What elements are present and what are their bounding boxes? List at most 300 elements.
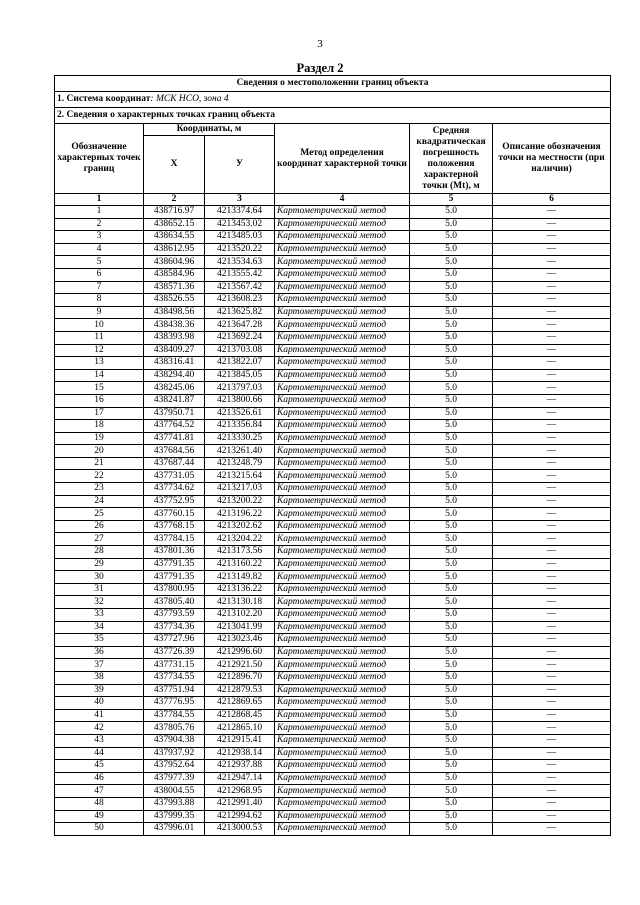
point-description: — [493, 357, 611, 370]
method: Картометрический метод [275, 445, 410, 458]
coord-x: 437687.44 [144, 457, 205, 470]
coord-x: 437760.15 [144, 508, 205, 521]
table-row [55, 571, 611, 584]
coord-x: 437752.95 [144, 495, 205, 508]
point-number: 26 [55, 520, 144, 533]
method: Картометрический метод [275, 432, 410, 445]
method: Картометрический метод [275, 268, 410, 281]
coord-x: 438245.06 [144, 382, 205, 395]
coord-y: 4213041.99 [205, 621, 275, 634]
point-number: 4 [55, 243, 144, 256]
table-row [55, 243, 611, 256]
coord-y: 4213374.64 [205, 206, 275, 219]
method: Картометрический метод [275, 520, 410, 533]
position-error: 5.0 [410, 394, 493, 407]
point-description: — [493, 319, 611, 332]
coord-y: 4213215.64 [205, 470, 275, 483]
point-description: — [493, 331, 611, 344]
point-number: 43 [55, 734, 144, 747]
position-error: 5.0 [410, 734, 493, 747]
coord-y: 4213330.25 [205, 432, 275, 445]
method: Картометрический метод [275, 483, 410, 496]
point-description: — [493, 407, 611, 420]
point-number: 15 [55, 382, 144, 395]
coord-x: 437793.59 [144, 609, 205, 622]
point-description: — [493, 533, 611, 546]
point-description: — [493, 508, 611, 521]
point-number: 42 [55, 722, 144, 735]
position-error: 5.0 [410, 646, 493, 659]
coord-y: 4212937.88 [205, 760, 275, 773]
point-description: — [493, 483, 611, 496]
coord-y: 4213160.22 [205, 558, 275, 571]
point-number: 1 [55, 206, 144, 219]
coord-y: 4213204.22 [205, 533, 275, 546]
table-row [55, 810, 611, 823]
point-description: — [493, 772, 611, 785]
point-number: 47 [55, 785, 144, 798]
point-number: 7 [55, 281, 144, 294]
coord-x: 437764.52 [144, 420, 205, 433]
section-title: Раздел 2 [296, 61, 344, 75]
coord-x: 438316.41 [144, 357, 205, 370]
coord-y: 4213608.23 [205, 294, 275, 307]
position-error: 5.0 [410, 306, 493, 319]
position-error: 5.0 [410, 760, 493, 773]
coord-y: 4213173.56 [205, 546, 275, 559]
column-number: 3 [205, 194, 275, 206]
coord-x: 438294.40 [144, 369, 205, 382]
point-description: — [493, 646, 611, 659]
table-row [55, 823, 611, 836]
point-number: 29 [55, 558, 144, 571]
position-error: 5.0 [410, 634, 493, 647]
table-row [55, 407, 611, 420]
table-row [55, 772, 611, 785]
point-description: — [493, 394, 611, 407]
page-number: 3 [317, 38, 323, 50]
coord-x: 437741.81 [144, 432, 205, 445]
method: Картометрический метод [275, 294, 410, 307]
coord-system-label: 1. Система координат [57, 94, 151, 104]
method: Картометрический метод [275, 823, 410, 836]
table-row [55, 785, 611, 798]
point-number: 37 [55, 659, 144, 672]
position-error: 5.0 [410, 558, 493, 571]
position-error: 5.0 [410, 609, 493, 622]
header-description: Описание обозначения точки на местности (при наличии) [493, 124, 611, 194]
point-description: — [493, 382, 611, 395]
coord-x: 437731.15 [144, 659, 205, 672]
coord-y: 4212896.70 [205, 671, 275, 684]
coord-x: 438004.55 [144, 785, 205, 798]
point-number: 39 [55, 684, 144, 697]
point-number: 48 [55, 797, 144, 810]
point-number: 27 [55, 533, 144, 546]
method: Картометрический метод [275, 457, 410, 470]
point-description: — [493, 797, 611, 810]
position-error: 5.0 [410, 785, 493, 798]
method: Картометрический метод [275, 621, 410, 634]
point-description: — [493, 810, 611, 823]
table-row [55, 558, 611, 571]
method: Картометрический метод [275, 671, 410, 684]
position-error: 5.0 [410, 546, 493, 559]
table-row [55, 709, 611, 722]
point-description: — [493, 823, 611, 836]
method: Картометрический метод [275, 571, 410, 584]
point-description: — [493, 206, 611, 219]
table-row [55, 495, 611, 508]
position-error: 5.0 [410, 596, 493, 609]
coord-x: 437734.62 [144, 483, 205, 496]
coord-y: 4212968.95 [205, 785, 275, 798]
method: Картометрический метод [275, 382, 410, 395]
method: Картометрический метод [275, 306, 410, 319]
point-number: 34 [55, 621, 144, 634]
coord-y: 4212879.53 [205, 684, 275, 697]
position-error: 5.0 [410, 621, 493, 634]
position-error: 5.0 [410, 810, 493, 823]
point-number: 6 [55, 268, 144, 281]
coord-x: 437805.40 [144, 596, 205, 609]
point-number: 11 [55, 331, 144, 344]
method: Картометрический метод [275, 495, 410, 508]
method: Картометрический метод [275, 420, 410, 433]
table-row [55, 734, 611, 747]
coord-x: 437805.76 [144, 722, 205, 735]
position-error: 5.0 [410, 281, 493, 294]
method: Картометрический метод [275, 281, 410, 294]
header-method: Метод определения координат характерной точки [275, 124, 410, 194]
coord-y: 4213102.20 [205, 609, 275, 622]
point-number: 22 [55, 470, 144, 483]
coord-y: 4213625.82 [205, 306, 275, 319]
coord-y: 4212869.65 [205, 697, 275, 710]
table-row [55, 671, 611, 684]
table-row [55, 747, 611, 760]
coord-x: 438612.95 [144, 243, 205, 256]
position-error: 5.0 [410, 533, 493, 546]
method: Картометрический метод [275, 508, 410, 521]
coord-y: 4212996.60 [205, 646, 275, 659]
point-number: 38 [55, 671, 144, 684]
table-row [55, 483, 611, 496]
coord-x: 437784.15 [144, 533, 205, 546]
point-description: — [493, 722, 611, 735]
point-number: 50 [55, 823, 144, 836]
coord-y: 4213845.05 [205, 369, 275, 382]
coord-x: 438409.27 [144, 344, 205, 357]
table-row [55, 621, 611, 634]
method: Картометрический метод [275, 747, 410, 760]
method: Картометрический метод [275, 634, 410, 647]
point-number: 17 [55, 407, 144, 420]
table-row [55, 319, 611, 332]
coord-y: 4213567.42 [205, 281, 275, 294]
position-error: 5.0 [410, 382, 493, 395]
coord-x: 438241.87 [144, 394, 205, 407]
coord-x: 437791.35 [144, 558, 205, 571]
coord-x: 438604.96 [144, 256, 205, 269]
point-description: — [493, 785, 611, 798]
column-number: 4 [275, 194, 410, 206]
coord-system-row [55, 92, 611, 108]
position-error: 5.0 [410, 823, 493, 836]
coord-y: 4213217.03 [205, 483, 275, 496]
point-number: 28 [55, 546, 144, 559]
position-error: 5.0 [410, 319, 493, 332]
point-description: — [493, 671, 611, 684]
method: Картометрический метод [275, 206, 410, 219]
coord-y: 4213248.79 [205, 457, 275, 470]
header-x: X [144, 136, 205, 194]
coord-x: 437734.55 [144, 671, 205, 684]
point-description: — [493, 659, 611, 672]
coord-y: 4213196.22 [205, 508, 275, 521]
coord-y: 4212991.40 [205, 797, 275, 810]
table-row [55, 357, 611, 370]
position-error: 5.0 [410, 671, 493, 684]
point-description: — [493, 697, 611, 710]
point-number: 19 [55, 432, 144, 445]
table-row [55, 268, 611, 281]
point-description: — [493, 256, 611, 269]
point-description: — [493, 470, 611, 483]
coord-x: 437996.01 [144, 823, 205, 836]
method: Картометрический метод [275, 231, 410, 244]
table-row [55, 445, 611, 458]
points-section-label: 2. Сведения о характерных точках границ объекта [55, 108, 611, 124]
table-row [55, 394, 611, 407]
coord-y: 4213703.08 [205, 344, 275, 357]
point-description: — [493, 420, 611, 433]
position-error: 5.0 [410, 268, 493, 281]
table-row [55, 306, 611, 319]
point-number: 2 [55, 218, 144, 231]
coord-x: 438393.98 [144, 331, 205, 344]
position-error: 5.0 [410, 483, 493, 496]
position-error: 5.0 [410, 420, 493, 433]
point-number: 20 [55, 445, 144, 458]
position-error: 5.0 [410, 218, 493, 231]
coord-y: 4213130.18 [205, 596, 275, 609]
position-error: 5.0 [410, 697, 493, 710]
coord-x: 438526.55 [144, 294, 205, 307]
table-row [55, 722, 611, 735]
table-title: Сведения о местоположении границ объекта [55, 76, 611, 92]
coord-y: 4213136.22 [205, 583, 275, 596]
method: Картометрический метод [275, 722, 410, 735]
table-row [55, 457, 611, 470]
coord-x: 437791.35 [144, 571, 205, 584]
column-number: 1 [55, 194, 144, 206]
point-description: — [493, 634, 611, 647]
point-number: 25 [55, 508, 144, 521]
coord-y: 4212865.10 [205, 722, 275, 735]
method: Картометрический метод [275, 344, 410, 357]
point-description: — [493, 306, 611, 319]
method: Картометрический метод [275, 659, 410, 672]
coord-y: 4213485.03 [205, 231, 275, 244]
point-number: 33 [55, 609, 144, 622]
coord-y: 4213647.28 [205, 319, 275, 332]
method: Картометрический метод [275, 772, 410, 785]
method: Картометрический метод [275, 533, 410, 546]
method: Картометрический метод [275, 357, 410, 370]
column-number: 5 [410, 194, 493, 206]
point-description: — [493, 495, 611, 508]
point-number: 14 [55, 369, 144, 382]
coord-x: 438652.15 [144, 218, 205, 231]
method: Картометрический метод [275, 596, 410, 609]
position-error: 5.0 [410, 520, 493, 533]
point-number: 16 [55, 394, 144, 407]
coord-y: 4212915.41 [205, 734, 275, 747]
table-row [55, 369, 611, 382]
position-error: 5.0 [410, 495, 493, 508]
method: Картометрический метод [275, 697, 410, 710]
method: Картометрический метод [275, 470, 410, 483]
position-error: 5.0 [410, 256, 493, 269]
method: Картометрический метод [275, 243, 410, 256]
header-error: Средняя квадратическая погрешность положения характерной точки (Mt), м [410, 124, 493, 194]
coord-x: 437684.56 [144, 445, 205, 458]
point-description: — [493, 281, 611, 294]
table-row [55, 583, 611, 596]
table-row [55, 281, 611, 294]
point-number: 46 [55, 772, 144, 785]
coord-x: 437751.94 [144, 684, 205, 697]
table-row [55, 420, 611, 433]
table-row [55, 432, 611, 445]
column-number: 6 [493, 194, 611, 206]
coord-y: 4213261.40 [205, 445, 275, 458]
point-number: 21 [55, 457, 144, 470]
coord-x: 438716.97 [144, 206, 205, 219]
point-number: 18 [55, 420, 144, 433]
position-error: 5.0 [410, 369, 493, 382]
point-number: 12 [55, 344, 144, 357]
point-description: — [493, 760, 611, 773]
table-row [55, 218, 611, 231]
coord-y: 4213453.02 [205, 218, 275, 231]
coord-y: 4213822.07 [205, 357, 275, 370]
method: Картометрический метод [275, 797, 410, 810]
table-row [55, 646, 611, 659]
coord-y: 4213692.24 [205, 331, 275, 344]
position-error: 5.0 [410, 344, 493, 357]
header-designation: Обозначение характерных точек границ [55, 124, 144, 194]
position-error: 5.0 [410, 684, 493, 697]
point-description: — [493, 344, 611, 357]
coord-y: 4212947.14 [205, 772, 275, 785]
method: Картометрический метод [275, 760, 410, 773]
table-row [55, 533, 611, 546]
point-description: — [493, 268, 611, 281]
coord-y: 4212994.62 [205, 810, 275, 823]
coord-y: 4213800.66 [205, 394, 275, 407]
point-description: — [493, 520, 611, 533]
table-row [55, 697, 611, 710]
method: Картометрический метод [275, 709, 410, 722]
point-number: 23 [55, 483, 144, 496]
point-description: — [493, 558, 611, 571]
coord-y: 4213520.22 [205, 243, 275, 256]
table-row [55, 331, 611, 344]
position-error: 5.0 [410, 294, 493, 307]
method: Картометрический метод [275, 319, 410, 332]
coord-x: 438498.56 [144, 306, 205, 319]
method: Картометрический метод [275, 369, 410, 382]
position-error: 5.0 [410, 470, 493, 483]
point-description: — [493, 571, 611, 584]
position-error: 5.0 [410, 571, 493, 584]
table-row [55, 206, 611, 219]
point-description: — [493, 218, 611, 231]
coord-y: 4212868.45 [205, 709, 275, 722]
point-description: — [493, 432, 611, 445]
point-description: — [493, 457, 611, 470]
point-number: 31 [55, 583, 144, 596]
coord-x: 437776.95 [144, 697, 205, 710]
table-row [55, 382, 611, 395]
point-description: — [493, 369, 611, 382]
column-numbers-row [55, 194, 611, 206]
point-number: 8 [55, 294, 144, 307]
coord-y: 4212921.50 [205, 659, 275, 672]
table-row [55, 659, 611, 672]
table-row [55, 470, 611, 483]
point-description: — [493, 583, 611, 596]
coord-y: 4213023.46 [205, 634, 275, 647]
point-description: — [493, 243, 611, 256]
point-number: 40 [55, 697, 144, 710]
position-error: 5.0 [410, 445, 493, 458]
method: Картометрический метод [275, 546, 410, 559]
method: Картометрический метод [275, 331, 410, 344]
coord-x: 437950.71 [144, 407, 205, 420]
point-number: 49 [55, 810, 144, 823]
position-error: 5.0 [410, 747, 493, 760]
point-description: — [493, 684, 611, 697]
point-number: 44 [55, 747, 144, 760]
point-number: 5 [55, 256, 144, 269]
method: Картометрический метод [275, 609, 410, 622]
coord-y: 4213797.03 [205, 382, 275, 395]
coord-y: 4213526.61 [205, 407, 275, 420]
point-description: — [493, 621, 611, 634]
method: Картометрический метод [275, 810, 410, 823]
point-number: 13 [55, 357, 144, 370]
point-number: 30 [55, 571, 144, 584]
method: Картометрический метод [275, 394, 410, 407]
coord-y: 4212938.14 [205, 747, 275, 760]
coord-y: 4213555.42 [205, 268, 275, 281]
method: Картометрический метод [275, 218, 410, 231]
coord-x: 437801.36 [144, 546, 205, 559]
table-row [55, 596, 611, 609]
header-y: У [205, 136, 275, 194]
position-error: 5.0 [410, 243, 493, 256]
point-description: — [493, 734, 611, 747]
coord-y: 4213149.82 [205, 571, 275, 584]
point-description: — [493, 709, 611, 722]
table-row [55, 760, 611, 773]
coord-x: 438571.36 [144, 281, 205, 294]
column-number: 2 [144, 194, 205, 206]
coord-x: 437977.39 [144, 772, 205, 785]
